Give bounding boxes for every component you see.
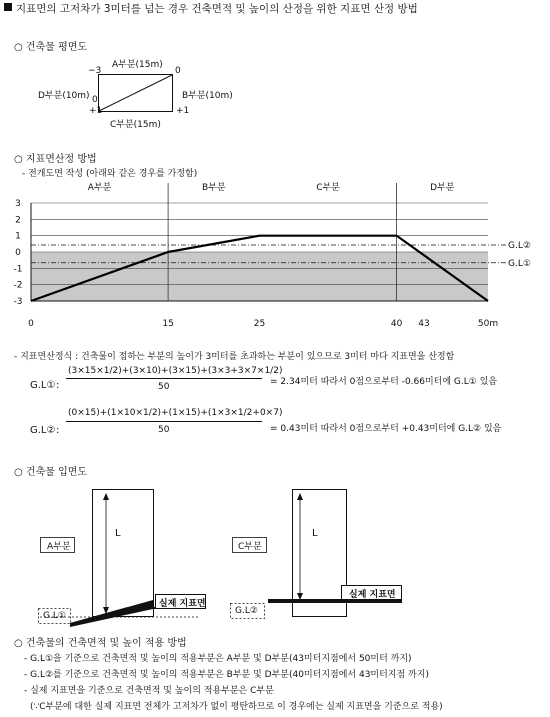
plan-corner-bl-top: 0 [92,95,98,105]
plan-b-part: B부분(10m) [182,91,233,101]
part-label: C부분 [316,183,340,193]
elev-c-l-label: L [312,528,318,539]
y-tick-label: -1 [13,264,23,275]
plan-c-part: C부분(15m) [110,120,161,130]
section4-heading: ○ 건축물 입면도 [14,467,88,478]
reference-line-label: G.L② [508,240,531,251]
elevation-diagram [0,480,550,630]
section5-heading-text: 건축물의 건축면적 및 높이 적용 방법 [25,638,187,649]
gl1-fraction-bar [66,378,262,379]
gl2-numerator: (0×15)+(1×10×1/2)+(1×15)+(1×3×1/2+0×7) [68,408,283,418]
x-tick-label: 40 [390,319,403,329]
y-tick-label: 1 [15,231,21,242]
plan-corner-tr: 0 [175,66,181,76]
x-tick-label: 43 [418,319,430,329]
gl1-numerator: (3×15×1/2)+(3×10)+(3×15)+(3×3+3×7×1/2) [68,366,283,376]
elev-a-ground-label: 실제 지표면 [159,599,206,609]
elev-a-l-label: L [115,528,121,539]
elev-gl1-label: G.L① [43,611,66,621]
plan-corner-br: +1 [176,106,190,116]
page-title: 지표면의 고저차가 3미터를 넘는 경우 건축면적 및 높이의 산정을 위한 지표면 산정 방법 [16,3,418,15]
x-tick-label: 0 [28,319,34,329]
plan-d-part: D부분(10m) [38,91,90,101]
elev-c-ground-label: 실제 지표면 [349,590,396,600]
a-building-outline [93,490,154,617]
part-label: B부분 [202,183,226,193]
section2-heading-text: 지표면산정 방법 [25,154,97,165]
section1-heading-text: 건축물 평면도 [25,42,88,53]
gl2-denominator: 50 [158,425,170,435]
formula-lead: - 지표면산정식 : 건축물이 접하는 부분의 높이가 3미터를 초과하는 부분이 있으므로 3미터 마다 지표면을 산정함 [14,352,455,362]
section1-heading: ○ 건축물 평면도 [14,42,88,53]
gl1-denominator: 50 [158,382,170,392]
rule-line-3: - 실제 지표면을 기준으로 건축면적 및 높이의 적용부분은 C부분 [24,686,274,696]
elev-a-label: A부분 [47,542,71,552]
gl2-colon: : [56,425,60,436]
x-tick-label: 25 [253,319,266,329]
elev-c-label: C부분 [238,542,262,552]
part-label: D부분 [430,183,455,193]
section2-heading: ○ 지표면산정 방법 [14,154,97,165]
y-tick-label: -3 [13,297,23,307]
y-tick-label: 3 [15,199,21,209]
profile-chart [0,178,550,333]
plan-corner-tl: −3 [88,66,102,76]
x-tick-label: 15 [162,319,174,329]
a-arrow-up-icon [103,493,109,500]
c-arrow-up-icon [297,493,303,500]
part-label: A부분 [87,183,112,193]
y-tick-label: 2 [15,215,21,226]
gl1-formula-label: G.L① [30,380,56,391]
plan-corner-bl-bottom: +1 [89,106,103,116]
gl2-result: = 0.43미터 따라서 0점으로부터 +0.43미터에 G.L② 있음 [270,424,502,434]
elev-gl2-label: G.L② [235,606,258,616]
section5-heading: ○ 건축물의 건축면적 및 높이 적용 방법 [14,638,187,649]
rule-line-4: (∵C부분에 대한 실제 지표면 전체가 고저차가 없이 평탄하므로 이 경우에는 실제 지표면을 기준으로 적용) [30,702,443,712]
plan-a-part: A부분(15m) [112,60,163,70]
title-bullet-icon [4,3,12,11]
y-tick-label: 0 [15,248,21,258]
rule-line-2: - G.L②를 기준으로 건축면적 및 높이의 적용부분은 B부분 및 D부분(40미터지점에서 43미터지점 까지) [24,670,429,680]
plan-diagram [98,74,174,114]
y-tick-label: -2 [13,280,23,291]
section4-heading-text: 건축물 입면도 [25,467,88,478]
rule-line-1: - G.L①을 기준으로 건축면적 및 높이의 적용부분은 A부분 및 D부분(43미터지점에서 50미터 까지) [24,654,412,664]
x-tick-label: 50m [477,319,499,329]
reference-line-label: G.L① [508,258,531,269]
gl1-result: = 2.34미터 따라서 0점으로부터 -0.66미터에 G.L① 있음 [270,377,498,387]
c-arrow-down-icon [297,593,303,600]
plan-diagonal [99,75,172,111]
section2-note: - 전개도면 작성 (아래와 같은 경우를 가정함) [22,169,198,179]
gl1-colon: : [56,380,60,391]
gl2-formula-label: G.L② [30,425,56,436]
gl2-fraction-bar [66,421,262,422]
